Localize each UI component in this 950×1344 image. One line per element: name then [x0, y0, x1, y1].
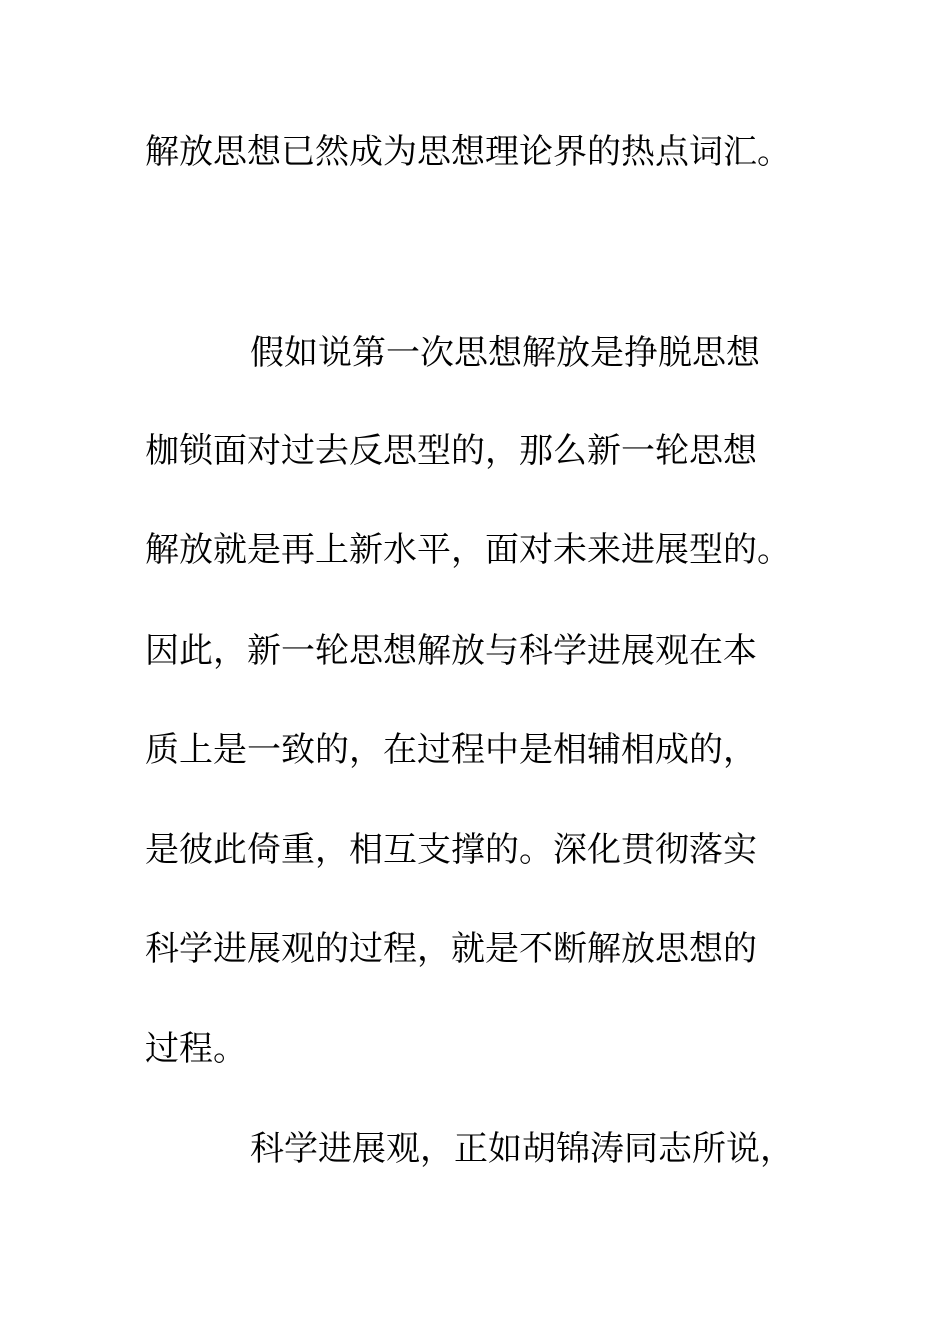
- paragraph-start-line: 假如说第一次思想解放是挣脱思想: [250, 333, 760, 373]
- text-line: 过程。: [145, 1029, 247, 1069]
- text-line: 解放就是再上新水平，面对未来进展型的。: [145, 530, 791, 570]
- text-line: 是彼此倚重，相互支撑的。深化贯彻落实: [145, 830, 757, 870]
- text-line: 质上是一致的，在过程中是相辅相成的，: [145, 730, 757, 770]
- text-line: 枷锁面对过去反思型的，那么新一轮思想: [145, 431, 757, 471]
- text-line: 科学进展观的过程，就是不断解放思想的: [145, 929, 757, 969]
- text-line: 因此，新一轮思想解放与科学进展观在本: [145, 631, 757, 671]
- paragraph-start-line: 科学进展观，正如胡锦涛同志所说，: [250, 1129, 794, 1169]
- text-line: 解放思想已然成为思想理论界的热点词汇。: [145, 132, 791, 172]
